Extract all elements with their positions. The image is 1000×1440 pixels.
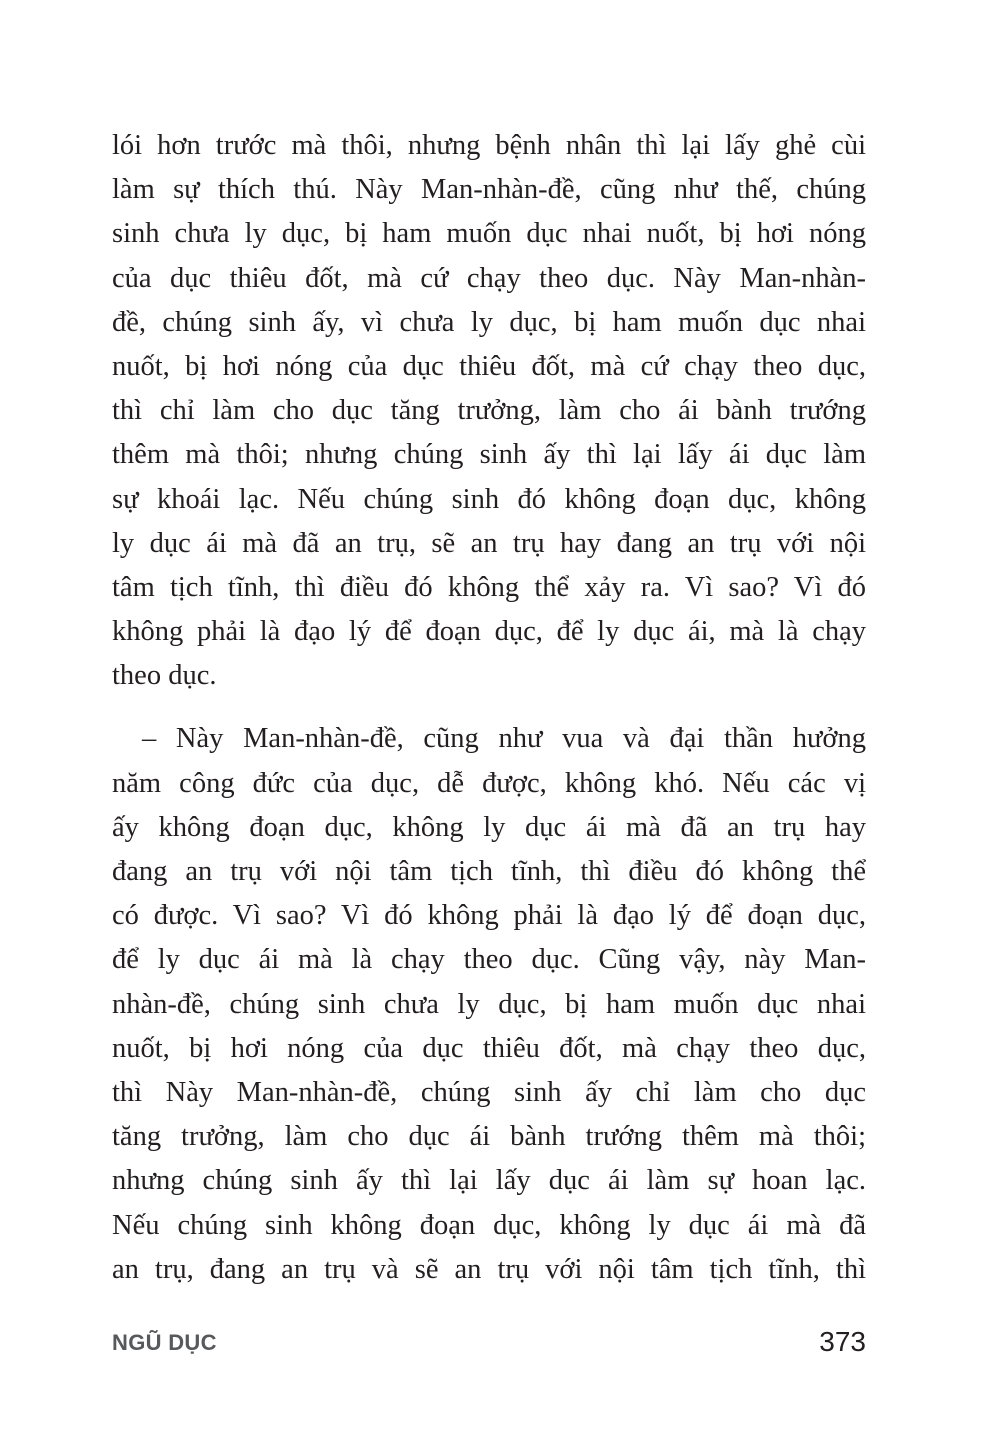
text-line: có được. Vì sao? Vì đó không phải là đạo lý để đoạn dục, [112, 900, 866, 932]
text-line: đang an trụ với nội tâm tịch tĩnh, thì điều đó không thể [112, 856, 866, 887]
text-line: – Này Man-nhàn-đề, cũng như vua và đại thần hưởng [142, 723, 866, 755]
body-text [112, 124, 866, 1292]
text-line: an trụ, đang an trụ và sẽ an trụ với nội tâm tịch tĩnh, thì [112, 1253, 866, 1285]
text-line: nuốt, bị hơi nóng của dục thiêu đốt, mà cứ chạy theo dục, [112, 350, 866, 382]
text-line: nhàn-đề, chúng sinh chưa ly dục, bị ham muốn dục nhai [112, 988, 866, 1020]
text-line: thì Này Man-nhàn-đề, chúng sinh ấy chỉ làm cho dục [112, 1076, 866, 1108]
text-line: sự khoái lạc. Nếu chúng sinh đó không đoạn dục, không [112, 483, 866, 515]
text-line: Nếu chúng sinh không đoạn dục, không ly dục ái mà đã [112, 1209, 866, 1241]
text-line: thì chỉ làm cho dục tăng trưởng, làm cho ái bành trướng [112, 395, 866, 427]
text-line: theo dục. [112, 660, 217, 692]
paragraph-1 [112, 124, 866, 698]
text-line: không phải là đạo lý để đoạn dục, để ly dục ái, mà là chạy [112, 616, 866, 648]
running-footer-chapter-title: NGŨ DỤC [112, 1330, 217, 1355]
text-line: ly dục ái mà đã an trụ, sẽ an trụ hay đang an trụ với nội [112, 527, 866, 559]
text-line: lói hơn trước mà thôi, nhưng bệnh nhân thì lại lấy ghẻ cùi [112, 130, 866, 161]
text-line: ấy không đoạn dục, không ly dục ái mà đã an trụ hay [112, 811, 866, 843]
text-line: sinh chưa ly dục, bị ham muốn dục nhai nuốt, bị hơi nóng [112, 218, 866, 250]
text-line: làm sự thích thú. Này Man-nhàn-đề, cũng như thế, chúng [112, 174, 866, 206]
text-line: thêm mà thôi; nhưng chúng sinh ấy thì lại lấy ái dục làm [112, 439, 866, 471]
text-line: năm công đức của dục, dễ được, không khó. Nếu các vị [112, 767, 866, 799]
text-line: đề, chúng sinh ấy, vì chưa ly dục, bị ham muốn dục nhai [112, 306, 866, 338]
text-line: nhưng chúng sinh ấy thì lại lấy dục ái làm sự hoan lạc. [112, 1165, 866, 1197]
text-line: để ly dục ái mà là chạy theo dục. Cũng vậy, này Man- [112, 944, 866, 976]
text-line: của dục thiêu đốt, mà cứ chạy theo dục. Này Man-nhàn- [112, 262, 866, 294]
text-line: tâm tịch tĩnh, thì điều đó không thể xảy ra. Vì sao? Vì đó [112, 571, 866, 603]
text-line: nuốt, bị hơi nóng của dục thiêu đốt, mà chạy theo dục, [112, 1032, 866, 1064]
page-number: 373 [819, 1326, 866, 1357]
paragraph-2 [112, 717, 866, 1291]
text-line: tăng trưởng, làm cho dục ái bành trướng thêm mà thôi; [112, 1121, 866, 1153]
